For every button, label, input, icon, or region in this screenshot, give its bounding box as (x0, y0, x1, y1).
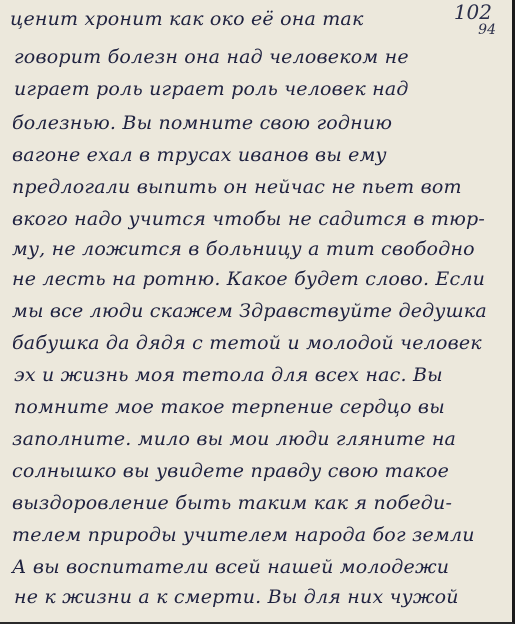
text-line: не к жизни а к смерти. Вы для них чужой (14, 586, 459, 608)
text-line: предлогали выпить он нейчас не пьет вот (12, 176, 462, 198)
text-line: ценит хронит как око её она так (10, 8, 364, 30)
text-line: говорит болезн она над человеком не (14, 46, 409, 68)
text-line: выздоровление быть таким как я победи- (12, 492, 453, 514)
text-line: А вы воспитатели всей нашей молодежи (12, 556, 450, 578)
text-line: эх и жизнь моя тетола для всех нас. Вы (14, 364, 443, 386)
page-number-primary: 102 (453, 0, 492, 24)
text-line: болезнью. Вы помните свою годнию (12, 112, 393, 134)
text-line: мы все люди скажем Здравствуйте дедушка (12, 300, 487, 322)
text-line: бабушка да дядя с тетой и молодой человек (12, 332, 482, 354)
text-line: не лесть на ротню. Какое будет слово. Если (12, 268, 486, 290)
text-line: телем природы учителем народа бог земли (12, 524, 475, 546)
text-line: помните мое такое терпение сердцо вы (14, 396, 445, 418)
text-line: му, не ложится в больницу а тит свободно (12, 238, 475, 260)
text-line: заполните. мило вы мои люди гляните на (12, 428, 457, 450)
text-line: вкого надо учится чтобы не садится в тюр- (12, 208, 485, 230)
text-line: играет роль играет роль человек над (14, 78, 409, 100)
page-number-secondary: 94 (478, 22, 496, 38)
text-line: солнышко вы увидете правду свою такое (12, 460, 450, 482)
text-line: вагоне ехал в трусах иванов вы ему (12, 144, 387, 166)
